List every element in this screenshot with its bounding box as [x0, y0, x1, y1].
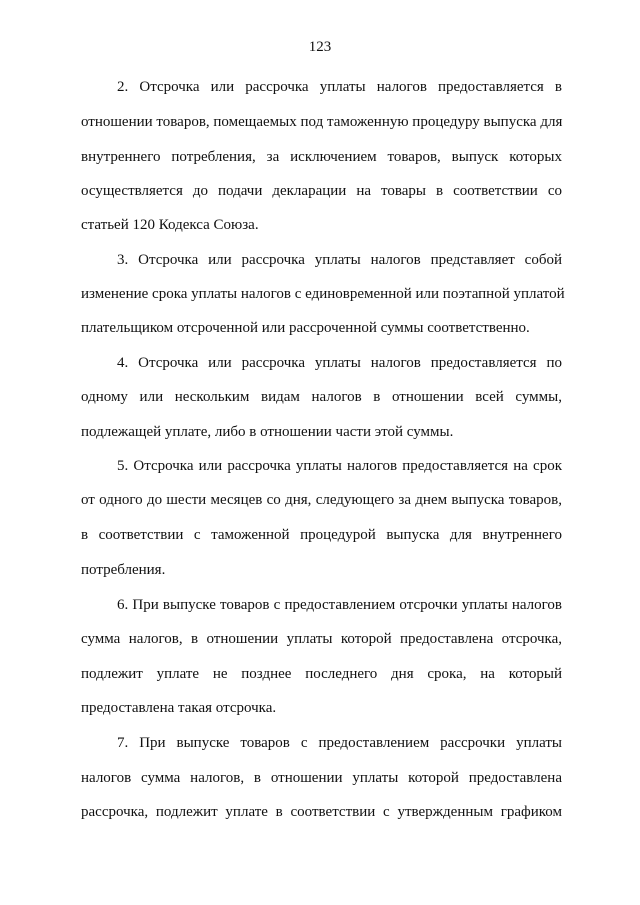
text-line: плательщиком отсроченной или рассроченной суммы соответственно. [81, 320, 530, 336]
text-line: изменение срока уплаты налогов с единовременной или поэтапной уплатой [81, 286, 565, 302]
text-line: предоставлена такая отсрочка. [81, 700, 277, 716]
text-line: сумма налогов, в отношении уплаты которой предоставлена отсрочка, [81, 631, 562, 647]
text-line: 7. При выпуске товаров с предоставлением рассрочки уплаты [117, 735, 562, 751]
text-line: отношении товаров, помещаемых под таможенную процедуру выпуска для [81, 114, 563, 130]
text-line: 4. Отсрочка или рассрочка уплаты налогов предоставляется по [117, 355, 562, 371]
text-line: 3. Отсрочка или рассрочка уплаты налогов представляет собой [117, 252, 562, 268]
text-line: подлежащей уплате, либо в отношении части этой суммы. [81, 424, 454, 440]
text-line: в соответствии с таможенной процедурой выпуска для внутреннего [81, 527, 562, 543]
text-line: потребления. [81, 562, 166, 578]
text-line: налогов сумма налогов, в отношении уплаты которой предоставлена [81, 770, 562, 786]
text-line: подлежит уплате не позднее последнего дня срока, на который [81, 666, 562, 682]
page-number: 123 [308, 39, 332, 55]
text-line: одному или нескольким видам налогов в отношении всей суммы, [81, 389, 562, 405]
text-line: внутреннего потребления, за исключением товаров, выпуск которых [81, 149, 562, 165]
text-line: статьей 120 Кодекса Союза. [81, 217, 259, 233]
text-line: 2. Отсрочка или рассрочка уплаты налогов предоставляется в [117, 79, 562, 95]
text-line: от одного до шести месяцев со дня, следующего за днем выпуска товаров, [81, 492, 562, 508]
text-line: 6. При выпуске товаров с предоставлением отсрочки уплаты налогов [117, 597, 562, 613]
text-line: осуществляется до подачи декларации на товары в соответствии со [81, 183, 562, 199]
text-line: рассрочка, подлежит уплате в соответствии с утвержденным графиком [81, 804, 562, 820]
text-line: 5. Отсрочка или рассрочка уплаты налогов предоставляется на срок [117, 458, 562, 474]
